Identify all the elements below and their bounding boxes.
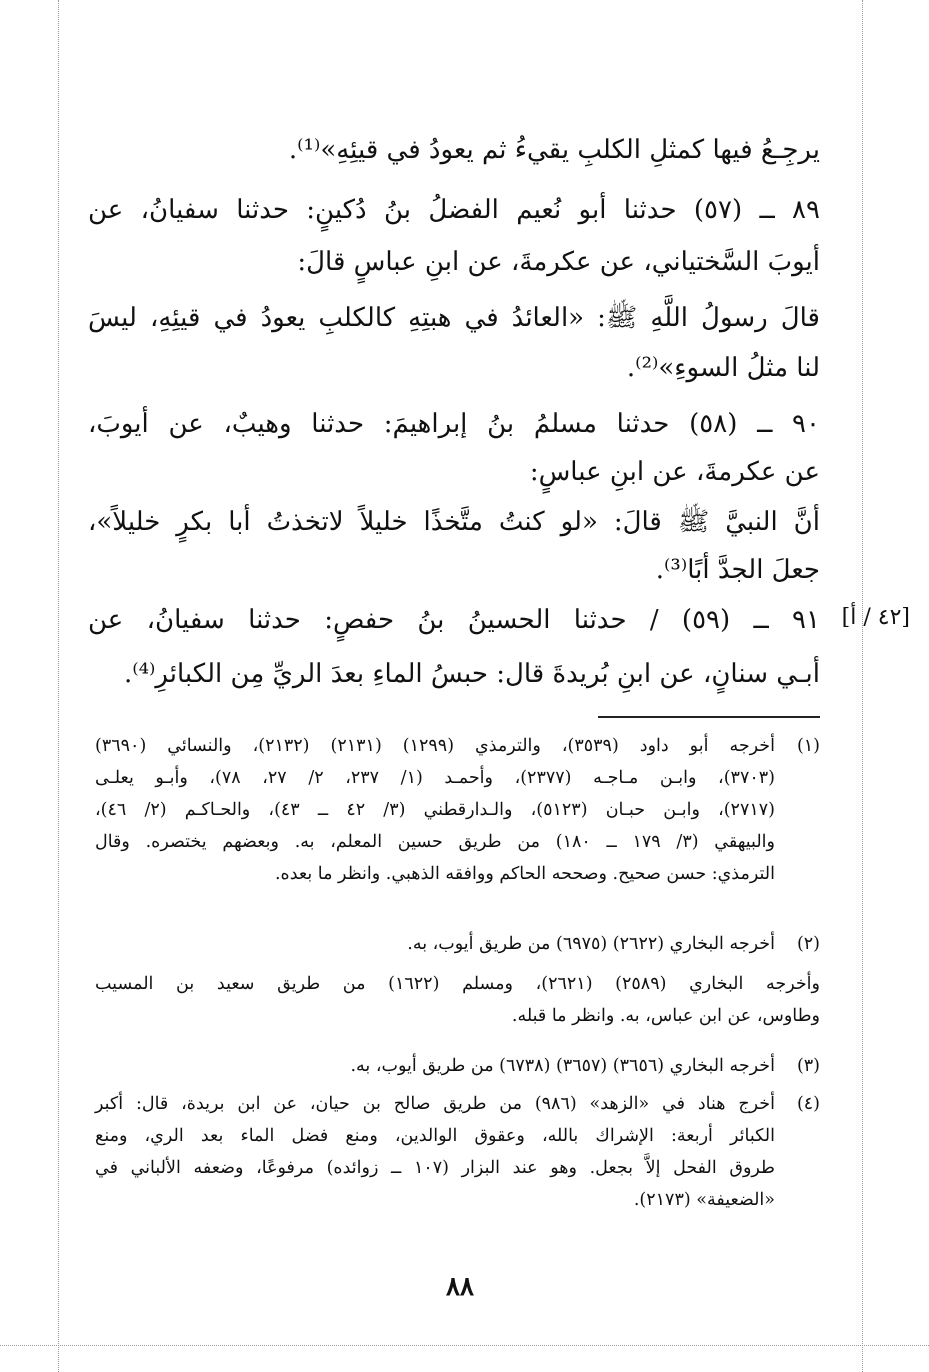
footnote-text [95,968,820,1032]
footnote-line: (٣٧٠٣)، وابـن مـاجـه (٢٣٧٧)، وأحمـد (١/ ٢٣٧، ٢/ ٢٧، ٧٨)، وأبـو يعلـى [95,768,775,788]
footnote-text [95,730,775,890]
text-line-7: عن عكرمةَ، عن ابنِ عباسٍ: [529,457,820,487]
footnote-number: (٤) [796,1094,820,1114]
footnote-line: طروق الفحل إلاَّ بجعل. وهو عند البزار (١٠٧ ــ زوائده) مرفوعًا، وضعفه الألباني في [95,1158,775,1178]
footnote-line: أخرج هناد في «الزهد» (٩٨٦) من طريق صالح بن حيان، عن ابن بريدة، قال: أكبر [95,1094,775,1114]
page-number: ٨٨ [446,1272,474,1302]
footnote-number: (٣) [796,1056,820,1076]
footnote-line: الترمذي: حسن صحيح. وصححه الحاكم ووافقه الذهبي. وانظر ما بعده. [274,864,775,884]
text-line-10: ٩١ ــ (٥٩) / حدثنا الحسينُ بنُ حفصٍ: حدثنا سفيانُ، عن [88,605,820,635]
footnote-line: وأخرجه البخاري (٢٥٨٩) (٢٦٢١)، ومسلم (١٦٢٢) من طريق سعيد بن المسيب [95,974,820,994]
footnote-line: أخرجه البخاري (٣٦٥٦) (٣٦٥٧) (٦٧٣٨) من طريق أيوب، به. [350,1056,775,1076]
margin-guide-bottom [0,1345,929,1346]
text-line-4: قالَ رسولُ اللَّهِ ﷺ: «العائدُ في هبتِهِ كالكلبِ يعودُ في قيئِهِ، ليسَ [88,303,820,333]
text-line-2: ٨٩ ــ (٥٧) حدثنا أبو نُعيم الفضلُ بنُ دُكينٍ: حدثنا سفيانُ، عن [88,195,820,225]
text-line-5: لنا مثلُ السوءِ»⁽²⁾. [626,353,820,383]
footnote-line: (٢٧١٧)، وابـن حبـان (٥١٢٣)، والـدارقطني (٣/ ٤٢ ــ ٤٣)، والحـاكـم (٢/ ٤٦)، [95,800,775,820]
text-line-6: ٩٠ ــ (٥٨) حدثنا مسلمُ بنُ إبراهيمَ: حدثنا وهيبٌ، عن أيوبَ، [88,409,820,439]
footnote-line: أخرجه أبو داود (٣٥٣٩)، والترمذي (١٢٩٩) (٢١٣١) (٢١٣٢)، والنسائي (٣٦٩٠) [95,736,775,756]
text-line-11: أبـي سنانٍ، عن ابنِ بُريدةَ قال: حبسُ الماءِ بعدَ الريِّ مِن الكبائرِ⁽⁴⁾. [123,659,820,689]
footnote-line: «الضعيفة» (٢١٧٣). [633,1190,775,1210]
footnote-line: والبيهقي (٣/ ١٧٩ ــ ١٨٠) من طريق حسين المعلم، به. وبعضهم يختصره. وقال [95,832,775,852]
footnote-line: أخرجه البخاري (٢٦٢٢) (٦٩٧٥) من طريق أيوب، به. [407,934,775,954]
margin-guide-right [862,0,863,1372]
footnote-line: الكبائر أربعة: الإشراك بالله، وعقوق الوالدين، ومنع فضل الماء بعد الري، ومنع [95,1126,775,1146]
footnote-text [95,1050,775,1082]
text-line-3: أيوبَ السَّختياني، عن عكرمةَ، عن ابنِ عباسٍ قالَ: [297,247,820,277]
footnote-line: وطاوس، عن ابن عباس، به. وانظر ما قبله. [511,1006,820,1026]
margin-reference: [٤٢ / أ] [841,605,910,630]
footnote-number: (٢) [796,934,820,954]
text-line-1: يرجِـعُ فيها كمثلِ الكلبِ يقيءُ ثم يعودُ في قيئِهِ»⁽¹⁾. [288,135,820,165]
footnote-text [95,1088,775,1216]
text-line-8: أنَّ النبيَّ ﷺ قالَ: «لو كنتُ متَّخذًا خليلاً لاتخذتُ أبا بكرٍ خليلاً»، [88,507,820,537]
text-line-9: جعلَ الجدَّ أبًا⁽³⁾. [655,555,820,585]
footnote-separator [598,716,820,718]
margin-guide-left [58,0,59,1372]
footnote-number: (١) [796,736,820,756]
footnote-text [95,928,775,960]
